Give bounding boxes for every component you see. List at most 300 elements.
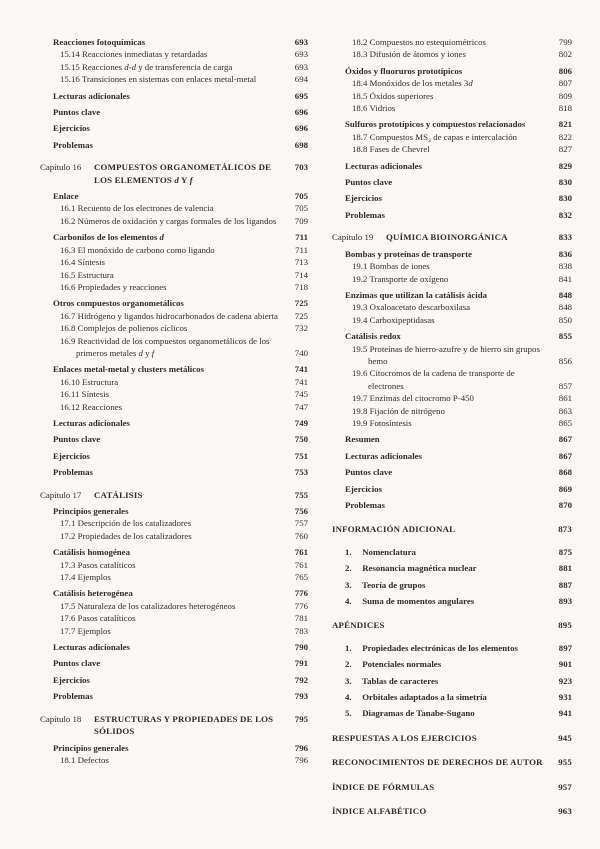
entry-page: 941 [558, 708, 572, 719]
entry-title: 19.3 Oxaloacetato descarboxilasa [352, 302, 470, 313]
entry-title: Ejercicios [53, 450, 90, 461]
toc-entry-section [60, 61, 308, 73]
toc-entry-section [60, 376, 308, 388]
toc-entry-heading [53, 690, 308, 702]
entry-page: 865 [558, 417, 572, 428]
entry-title: 16.11 Síntesis [60, 389, 110, 400]
entry-title: ÍNDICE ALFABÉTICO [332, 806, 427, 817]
entry-number: 15.14 [60, 49, 80, 60]
toc-entry-heading [345, 289, 572, 301]
toc-entry-numbered [345, 546, 572, 558]
entry-page: 776 [294, 600, 308, 611]
entry-page: 765 [294, 572, 308, 583]
entry-number: 18.8 [352, 144, 368, 155]
entry-page: 901 [558, 659, 572, 670]
entry-number: 4. [345, 596, 352, 607]
entry-title: Ejercicios [345, 483, 382, 494]
entry-number: 17.1 [60, 518, 76, 529]
entry-title: Problemas [53, 467, 93, 478]
entry-title: 17.7 Ejemplos [60, 625, 111, 636]
entry-title: 18.7 Compuestos MS₂ de capas e intercalación [352, 131, 518, 142]
chapter-label: Capítulo 19 [332, 232, 374, 243]
entry-page: 881 [558, 563, 572, 574]
entry-title: Problemas [53, 139, 93, 150]
entry-page: 696 [294, 123, 308, 134]
toc-entry-numbered [345, 642, 572, 654]
entry-page: 931 [558, 692, 572, 703]
entry-title: Ejercicios [53, 674, 90, 685]
toc-entry-part [332, 732, 572, 744]
entry-title: Puntos clave [345, 467, 393, 478]
toc-entry-numbered [345, 675, 572, 687]
toc-entry-heading [345, 209, 572, 221]
entry-page: 705 [294, 191, 308, 202]
entry-page: 714 [294, 269, 308, 280]
entry-title: Carbonilos de los elementos d [53, 232, 164, 243]
toc-entry-heading [345, 248, 572, 260]
entry-number: 16.5 [60, 269, 76, 280]
entry-page: 795 [294, 713, 308, 724]
toc-entry-heading [53, 505, 308, 517]
toc-entry-section [60, 600, 308, 612]
entry-number: 16.9 [60, 335, 76, 346]
entry-page: 867 [558, 450, 572, 461]
entry-number: 17.3 [60, 559, 76, 570]
entry-title: 15.14 Reacciones inmediatas y retardadas [60, 49, 208, 60]
entry-page: 781 [294, 613, 308, 624]
entry-title: Puntos clave [53, 107, 101, 118]
toc-entry-chapter [40, 161, 308, 186]
entry-number: 16.11 [60, 389, 80, 400]
toc-entry-section [352, 77, 572, 89]
entry-title: 1. Nomenclatura [345, 546, 416, 557]
toc-entry-section [352, 273, 572, 285]
entry-title: 16.3 El monóxido de carbono como ligando [60, 244, 215, 255]
entry-number: 5. [345, 708, 352, 719]
entry-number: 18.6 [352, 103, 368, 114]
entry-title: 5. Diagramas de Tanabe-Sugano [345, 708, 475, 719]
entry-page: 893 [558, 596, 572, 607]
entry-page: 761 [294, 547, 308, 558]
toc-entry-heading [53, 122, 308, 134]
entry-title: Bombas y proteínas de transporte [345, 248, 472, 259]
toc-entry-heading [53, 546, 308, 558]
entry-page: 698 [294, 139, 308, 150]
entry-page: 848 [558, 302, 572, 313]
toc-entry-part [332, 619, 572, 631]
entry-title: 19.7 Enzimas del citocromo P-450 [352, 393, 474, 404]
entry-number: 19.4 [352, 314, 368, 325]
entry-page: 725 [294, 298, 308, 309]
entry-title: 16.8 Complejos de polienos cíclicos [60, 323, 188, 334]
entry-page: 796 [294, 754, 308, 765]
entry-page: 711 [295, 232, 308, 243]
toc-entry-heading [53, 450, 308, 462]
entry-number: 2. [345, 563, 352, 574]
entry-title: 15.16 Transiciones en sistemas con enlaces metal-metal [60, 74, 257, 85]
toc-entry-part [332, 781, 572, 793]
entry-page: 705 [294, 203, 308, 214]
entry-title: Problemas [345, 209, 385, 220]
entry-title: 17.5 Naturaleza de los catalizadores heterogéneos [60, 600, 236, 611]
entry-title: 17.6 Pasos catalíticos [60, 613, 136, 624]
entry-title: 16.9 Reactividad de los compuestos organometálicos de los primeros metales d y f [60, 335, 270, 358]
entry-number: 17.6 [60, 613, 76, 624]
entry-title: QUÍMICA BIOINORGÁNICA [386, 232, 508, 243]
entry-title: 19.2 Transporte de oxígeno [352, 273, 449, 284]
entry-title: Lecturas adicionales [53, 90, 130, 101]
entry-title: 16.5 Estructura [60, 269, 114, 280]
toc-entry-numbered [345, 562, 572, 574]
entry-page: 857 [558, 380, 572, 391]
toc-entry-part [332, 756, 572, 768]
entry-title: INFORMACIÓN ADICIONAL [332, 524, 456, 535]
entry-page: 753 [294, 467, 308, 478]
entry-page: 783 [294, 625, 308, 636]
toc-entry-section [60, 754, 308, 766]
entry-number: 16.10 [60, 376, 80, 387]
entry-page: 747 [294, 401, 308, 412]
entry-title: 16.7 Hidrógeno y ligandos hidrocarbonados de cadena abierta [60, 310, 278, 321]
entry-title: Puntos clave [345, 177, 393, 188]
entry-number: 16.8 [60, 323, 76, 334]
toc-entry-section [60, 215, 308, 227]
toc-entry-section [60, 310, 308, 322]
toc-entry-heading [53, 466, 308, 478]
entry-page: 957 [558, 781, 572, 792]
entry-number: 19.6 [352, 368, 368, 379]
toc-entry-section [60, 559, 308, 571]
entry-title: Ejercicios [345, 193, 382, 204]
entry-title: 18.2 Compuestos no estequiométricos [352, 37, 486, 47]
entry-page: 809 [558, 90, 572, 101]
entry-page: 869 [558, 483, 572, 494]
entry-page: 855 [558, 331, 572, 342]
entry-number: 17.2 [60, 530, 76, 541]
entry-title: Catálisis homogénea [53, 547, 130, 558]
entry-title: 19.9 Fotosíntesis [352, 417, 412, 428]
entry-page: 760 [294, 530, 308, 541]
entry-page: 863 [558, 405, 572, 416]
toc-entry-part [332, 805, 572, 817]
entry-page: 861 [558, 393, 572, 404]
entry-title: ESTRUCTURAS Y PROPIEDADES DE LOS SÓLIDOS [94, 713, 274, 737]
entry-page: 832 [558, 209, 572, 220]
toc-entry-section [60, 202, 308, 214]
entry-page: 732 [294, 323, 308, 334]
entry-title: 19.8 Fijación de nitrógeno [352, 405, 445, 416]
toc-entry-heading [345, 192, 572, 204]
entry-page: 757 [294, 518, 308, 529]
toc-entry-heading [53, 657, 308, 669]
toc-entry-section [60, 517, 308, 529]
entry-page: 695 [294, 90, 308, 101]
entry-title: 2. Potenciales normales [345, 659, 442, 670]
entry-page: 895 [558, 620, 572, 631]
entry-page: 818 [558, 103, 572, 114]
toc-entry-section [352, 90, 572, 102]
toc-column-right [332, 36, 572, 849]
entry-number: 19.9 [352, 417, 368, 428]
entry-page: 802 [558, 49, 572, 60]
toc-entry-heading [345, 118, 572, 130]
toc-entry-heading [345, 160, 572, 172]
entry-page: 833 [558, 232, 572, 243]
entry-title: CATÁLISIS [94, 489, 143, 500]
entry-title: Resumen [345, 434, 380, 445]
entry-page: 887 [558, 579, 572, 590]
entry-page: 790 [294, 642, 308, 653]
entry-page: 870 [558, 500, 572, 510]
entry-title: 16.6 Propiedades y reacciones [60, 281, 167, 292]
toc-entry-heading [53, 674, 308, 686]
toc-entry-section [60, 571, 308, 583]
entry-title: COMPUESTOS ORGANOMETÁLICOS DE LOS ELEMENTOS d Y f [94, 162, 272, 185]
toc-entry-section [352, 367, 572, 392]
entry-page: 750 [294, 434, 308, 445]
entry-number: 4. [345, 692, 352, 703]
entry-title: 18.1 Defectos [60, 754, 109, 765]
entry-number: 17.7 [60, 625, 76, 636]
entry-page: 725 [294, 310, 308, 321]
entry-page: 806 [558, 65, 572, 76]
entry-number: 16.7 [60, 310, 76, 321]
toc-entry-section [352, 102, 572, 114]
toc-entry-section [60, 530, 308, 542]
entry-page: 693 [294, 61, 308, 72]
toc-entry-numbered [345, 658, 572, 670]
entry-page: 830 [558, 177, 572, 188]
toc-entry-heading [53, 742, 308, 754]
entry-title: Problemas [345, 500, 385, 510]
entry-page: 799 [558, 37, 572, 47]
toc-entry-section [60, 322, 308, 334]
entry-number: 16.6 [60, 281, 76, 292]
entry-page: 827 [558, 144, 572, 155]
entry-title: RESPUESTAS A LOS EJERCICIOS [332, 732, 477, 743]
toc-entry-heading [53, 139, 308, 151]
entry-page: 696 [294, 107, 308, 118]
entry-page: 718 [294, 281, 308, 292]
toc-entry-heading [345, 433, 572, 445]
entry-title: 19.1 Bombas de iones [352, 261, 430, 272]
toc-entry-part [332, 523, 572, 535]
entry-title: 18.4 Monóxidos de los metales 3d [352, 78, 473, 89]
toc-entry-section [60, 48, 308, 60]
entry-title: ÍNDICE DE FÓRMULAS [332, 781, 435, 792]
entry-page: 745 [294, 389, 308, 400]
toc-entry-heading [53, 433, 308, 445]
entry-number: 18.4 [352, 78, 368, 89]
toc-entry-section [60, 256, 308, 268]
entry-title: 16.4 Síntesis [60, 257, 105, 268]
toc-entry-section [60, 625, 308, 637]
toc-entry-section [60, 612, 308, 624]
toc-entry-section [352, 143, 572, 155]
entry-title: Óxidos y fluoruros prototípicos [345, 65, 463, 76]
entry-number: 3. [345, 579, 352, 590]
entry-title: Enzimas que utilizan la catálisis ácida [345, 289, 487, 300]
toc-entry-heading [345, 483, 572, 495]
toc-entry-section [60, 73, 308, 85]
entry-title: APÉNDICES [332, 620, 385, 631]
entry-page: 822 [558, 131, 572, 142]
entry-page: 711 [295, 244, 308, 255]
entry-title: 16.10 Estructura [60, 376, 119, 387]
entry-number: 3. [345, 675, 352, 686]
toc-entry-section [60, 388, 308, 400]
toc-entry-heading [53, 231, 308, 243]
entry-page: 829 [558, 160, 572, 171]
entry-page: 955 [558, 757, 572, 768]
entry-number: 19.3 [352, 302, 368, 313]
entry-number: 19.7 [352, 393, 368, 404]
entry-title: Principios generales [53, 742, 129, 753]
entry-page: 740 [294, 347, 308, 358]
entry-page: 761 [294, 559, 308, 570]
toc-entry-section [60, 244, 308, 256]
entry-title: RECONOCIMIENTOS DE DERECHOS DE AUTOR [332, 757, 543, 768]
entry-title: 4. Orbitales adaptados a la simetría [345, 692, 487, 703]
entry-number: 18.7 [352, 131, 368, 142]
toc-entry-heading [53, 190, 308, 202]
entry-title: Catálisis heterogénea [53, 588, 133, 599]
entry-number: 17.4 [60, 572, 76, 583]
toc-entry-section [60, 335, 308, 360]
toc-entry-heading [345, 450, 572, 462]
toc-entry-numbered [345, 707, 572, 719]
entry-page: 897 [558, 642, 572, 653]
entry-number: 18.2 [352, 37, 368, 47]
entry-title: Lecturas adicionales [53, 642, 130, 653]
entry-number: 16.3 [60, 244, 76, 255]
toc-entry-heading [345, 176, 572, 188]
entry-page: 793 [294, 691, 308, 702]
entry-page: 868 [558, 467, 572, 478]
entry-title: 2. Resonancia magnética nuclear [345, 563, 477, 574]
entry-page: 923 [558, 675, 572, 686]
toc-entry-section [352, 260, 572, 272]
entry-number: 2. [345, 659, 352, 670]
toc-entry-heading [53, 363, 308, 375]
entry-page: 830 [558, 193, 572, 204]
chapter-label: Capítulo 17 [40, 489, 82, 500]
toc-entry-section [352, 36, 572, 48]
entry-number: 1. [345, 642, 352, 653]
entry-title: 18.8 Fases de Chevrel [352, 144, 430, 155]
entry-number: 16.1 [60, 203, 76, 214]
entry-title: Enlace [53, 191, 79, 202]
toc-entry-heading [53, 36, 308, 48]
entry-page: 755 [294, 489, 308, 500]
entry-title: 17.3 Pasos catalíticos [60, 559, 136, 570]
entry-title: 17.4 Ejemplos [60, 572, 111, 583]
toc-entry-chapter [40, 713, 308, 738]
toc-entry-numbered [345, 691, 572, 703]
entry-title: 18.6 Vidrios [352, 103, 396, 114]
toc-entry-section [352, 405, 572, 417]
toc-entry-heading [53, 587, 308, 599]
chapter-label: Capítulo 18 [40, 713, 82, 724]
entry-number: 18.5 [352, 90, 368, 101]
entry-title: 15.15 Reacciones d-d y de transferencia de carga [60, 61, 233, 72]
entry-title: 17.1 Descripción de los catalizadores [60, 518, 192, 529]
entry-title: 4. Suma de momentos angulares [345, 596, 475, 607]
entry-title: Problemas [53, 691, 93, 702]
entry-number: 16.2 [60, 215, 76, 226]
entry-page: 792 [294, 674, 308, 685]
entry-number: 19.5 [352, 343, 368, 354]
entry-title: Lecturas adicionales [345, 160, 422, 171]
entry-page: 850 [558, 314, 572, 325]
entry-page: 713 [294, 257, 308, 268]
entry-page: 693 [294, 49, 308, 60]
entry-title: Reacciones fotoquímicas [53, 37, 146, 47]
entry-title: 19.5 Proteínas de hierro-azufre y de hierro sin grupos hemo [352, 343, 540, 366]
toc-entry-heading [345, 466, 572, 478]
entry-page: 694 [294, 74, 308, 85]
entry-number: 19.1 [352, 261, 368, 272]
toc-entry-heading [345, 65, 572, 77]
entry-page: 821 [558, 119, 572, 130]
entry-page: 749 [294, 417, 308, 428]
entry-page: 963 [558, 806, 572, 817]
entry-page: 756 [294, 506, 308, 516]
entry-number: 18.3 [352, 49, 368, 60]
toc-entry-section [60, 401, 308, 413]
entry-title: Principios generales [53, 506, 129, 516]
entry-number: 17.5 [60, 600, 76, 611]
toc-entry-chapter [40, 489, 308, 501]
entry-title: Ejercicios [53, 123, 90, 134]
entry-title: 3. Tablas de caracteres [345, 675, 439, 686]
entry-title: Puntos clave [53, 434, 101, 445]
entry-number: 16.12 [60, 401, 80, 412]
toc-entry-section [352, 301, 572, 313]
entry-number: 1. [345, 546, 352, 557]
entry-page: 703 [294, 162, 308, 173]
entry-page: 741 [294, 364, 308, 375]
entry-page: 751 [294, 450, 308, 461]
entry-page: 841 [558, 273, 572, 284]
entry-title: Lecturas adicionales [53, 417, 130, 428]
toc-entry-chapter [332, 231, 572, 243]
entry-page: 791 [294, 658, 308, 669]
entry-title: Puntos clave [53, 658, 101, 669]
entry-page: 836 [558, 248, 572, 259]
entry-number: 19.8 [352, 405, 368, 416]
toc-column-left [40, 36, 308, 849]
entry-page: 875 [558, 546, 572, 557]
entry-page: 709 [294, 215, 308, 226]
entry-title: Sulfuros prototípicos y compuestos relacionados [345, 119, 526, 130]
toc-entry-heading [345, 330, 572, 342]
entry-number: 18.1 [60, 754, 76, 765]
entry-page: 873 [558, 524, 572, 535]
entry-number: 16.4 [60, 257, 76, 268]
entry-page: 856 [558, 355, 572, 366]
chapter-label: Capítulo 16 [40, 162, 82, 173]
entry-page: 693 [294, 37, 308, 47]
entry-title: 1. Propiedades electrónicas de los elementos [345, 642, 518, 653]
toc-entry-heading [53, 106, 308, 118]
entry-title: Enlaces metal-metal y clusters metálicos [53, 364, 204, 375]
entry-page: 741 [294, 376, 308, 387]
entry-page: 848 [558, 289, 572, 300]
entry-page: 945 [558, 732, 572, 743]
entry-title: 17.2 Propiedades de los catalizadores [60, 530, 192, 541]
entry-title: 16.12 Reacciones [60, 401, 123, 412]
